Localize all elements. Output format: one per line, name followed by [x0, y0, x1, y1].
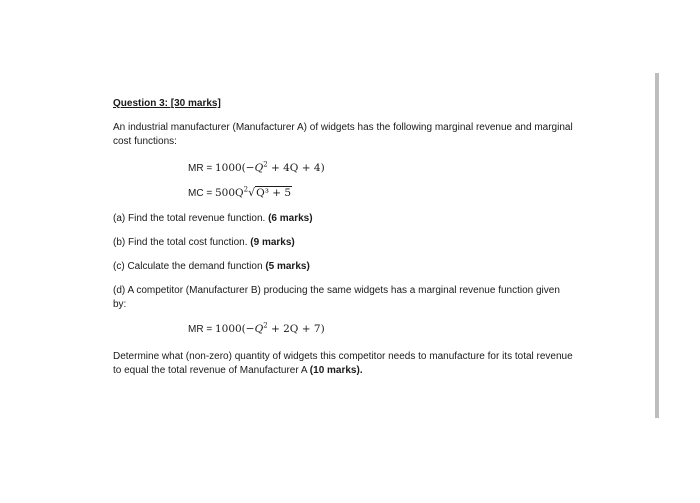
part-c	[113, 260, 575, 274]
final-marks: (10 marks).	[309, 365, 363, 376]
intro-paragraph: An industrial manufacturer (Manufacturer A) of widgets has the following marginal revenue and marginal cost functions:	[113, 122, 573, 147]
part-a-text: (a) Find the total revenue function.	[113, 213, 269, 224]
mr2-expr-prefix: 1000(−	[214, 323, 255, 335]
mc-label: MC =	[188, 188, 215, 199]
question-heading: Question 3: [30 marks]	[113, 98, 221, 109]
square-root: √Q³ + 5	[248, 186, 292, 199]
part-c-text: (c) Calculate the demand function	[113, 261, 266, 272]
part-c-marks: (5 marks)	[265, 261, 310, 272]
final-paragraph	[113, 350, 575, 378]
part-b-text: (b) Find the total cost function.	[113, 237, 251, 248]
mr-equation: MR = $1000(-Q^2 + 4Q + 4)$	[188, 160, 325, 174]
part-a	[113, 212, 575, 226]
part-b	[113, 236, 575, 250]
final-text: Determine what (non-zero) quantity of widgets this competitor needs to manufacture for its total revenue to equal the total revenue of Manufacturer A	[113, 351, 573, 376]
mr2-equation: MR = $1000(-Q^2 + 2Q + 7)$	[188, 321, 325, 335]
mr2-label: MR =	[188, 324, 215, 335]
part-a-marks: (6 marks)	[268, 213, 313, 224]
mc-expr-prefix: 500Q	[214, 187, 244, 199]
mr-expr-suffix: + 4Q + 4)	[267, 162, 325, 174]
page-edge-rule	[655, 73, 659, 418]
mc-equation: MC = $500Q^2√Q^3 + 5$	[188, 185, 292, 199]
mr2-expr-suffix: + 2Q + 7)	[267, 323, 325, 335]
mc-radicand: Q³ + 5	[256, 187, 292, 199]
part-b-marks: (9 marks)	[250, 237, 295, 248]
part-d-paragraph: (d) A competitor (Manufacturer B) producing the same widgets has a marginal revenue function given by:	[113, 285, 560, 310]
mr-expr-prefix: 1000(−	[214, 162, 255, 174]
mr-label: MR =	[188, 163, 215, 174]
